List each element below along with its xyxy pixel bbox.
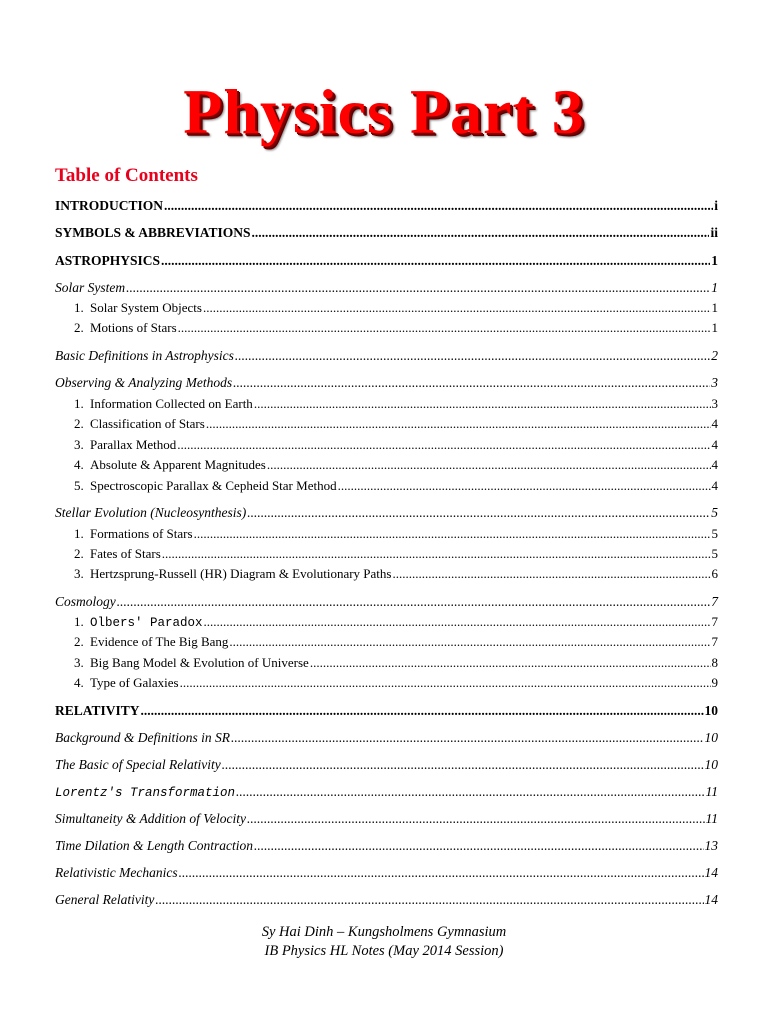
toc-dot-leader [231,730,704,746]
toc-entry-label [55,253,160,269]
toc-entry[interactable] [55,784,718,802]
toc-entry[interactable] [74,300,718,318]
toc-entry-label [74,320,177,336]
toc-entry-number: 4. [74,675,84,690]
toc-entry-text: Spectroscopic Parallax & Cepheid Star Method [90,478,337,493]
toc-dot-leader [178,320,711,336]
toc-entry-page: 4 [711,478,718,493]
toc-dot-leader [235,348,710,364]
toc-entry-page: 7 [711,634,718,649]
toc-entry-number: 1. [74,614,84,629]
toc-entry[interactable] [55,280,718,298]
toc-dot-leader [117,594,711,610]
toc-entry-label [55,838,253,854]
toc-dot-leader [254,838,703,854]
toc-dot-leader [247,505,710,521]
toc-dot-leader [252,225,710,241]
toc-entry-label [74,396,253,412]
toc-entry-page: 7 [711,594,718,609]
toc-entry-text: Information Collected on Earth [90,396,253,411]
toc-entry-text: Motions of Stars [90,320,177,335]
toc-entry-page: 5 [711,526,718,541]
toc-entry-text: Solar System [55,280,126,295]
toc-entry-number: 4. [74,457,84,472]
toc-entry[interactable] [74,457,718,475]
toc-entry[interactable] [55,865,718,883]
toc-entry-page: 13 [704,838,718,853]
toc-dot-leader [141,703,704,719]
toc-entry-text: Big Bang Model & Evolution of Universe [90,655,309,670]
toc-entry-page: 1 [711,280,718,295]
toc-entry-label [55,811,246,827]
toc-entry[interactable] [55,594,718,612]
toc-entry-label [55,757,221,773]
toc-entry-text: The Basic of Special Relativity [55,757,221,772]
toc-entry-page: 10 [704,703,718,718]
toc-entry-page: 1 [711,300,718,315]
toc-entry-page: 4 [711,416,718,431]
toc-dot-leader [233,375,710,391]
toc-entry-label [74,478,337,494]
toc-dot-leader [247,811,705,827]
toc-entry[interactable] [74,526,718,544]
toc-entry-label [55,505,246,521]
toc-dot-leader [204,614,711,630]
toc-entry-page: 4 [711,457,718,472]
toc-entry-number: 1. [74,300,84,315]
toc-entry-text: Classification of Stars [90,416,205,431]
toc-entry[interactable] [74,566,718,584]
toc-entry-text: Cosmology [55,594,116,609]
toc-entry-label [74,526,193,542]
toc-heading: Table of Contents [55,165,198,186]
toc-entry-text: Observing & Analyzing Methods [55,375,233,390]
toc-dot-leader [161,253,710,269]
toc-entry-label [74,416,205,432]
toc-entry-label [74,437,176,453]
toc-entry-page: 5 [711,546,718,561]
toc-dot-leader [222,757,704,773]
toc-entry-page: 11 [705,784,718,799]
toc-entry-number: 1. [74,526,84,541]
toc-entry-label [55,594,116,610]
toc-entry[interactable] [55,730,718,748]
toc-entry-page: i [714,198,718,213]
toc-entry[interactable] [74,546,718,564]
toc-entry-label [74,566,391,582]
toc-dot-leader [206,416,711,432]
toc-entry[interactable] [55,225,718,243]
toc-dot-leader [162,546,711,562]
toc-entry[interactable] [55,811,718,829]
toc-dot-leader [267,457,711,473]
toc-entry[interactable] [55,703,718,721]
toc-entry-number: 2. [74,320,84,335]
toc-entry-page: 1 [711,253,718,268]
toc-entry[interactable] [55,253,718,271]
toc-entry-label [55,703,140,719]
toc-entry[interactable] [55,348,718,366]
toc-entry-text: Time Dilation & Length Contraction [55,838,254,853]
toc-entry-page: 5 [711,505,718,520]
toc-entry[interactable] [55,375,718,393]
toc-entry[interactable] [74,416,718,434]
toc-entry-text: Formations of Stars [90,526,193,541]
toc-entry-text: ASTROPHYSICS [55,253,161,268]
toc-entry-text: INTRODUCTION [55,198,164,213]
toc-dot-leader [194,526,711,542]
toc-entry-label [55,375,232,391]
toc-entry[interactable] [55,757,718,775]
toc-entry-page: 2 [711,348,718,363]
toc-entry-text: Stellar Evolution (Nucleosynthesis) [55,505,247,520]
toc-entry[interactable] [74,655,718,673]
toc-entry-number: 3. [74,566,84,581]
toc-entry-page: 3 [711,396,718,411]
toc-entry-page: 6 [711,566,718,581]
toc-entry[interactable] [55,198,718,216]
toc-entry[interactable] [74,675,718,693]
toc-entry-text: Lorentz's Transformation [55,786,236,800]
toc-entry-label [55,892,154,908]
toc-dot-leader [392,566,710,582]
toc-entry-number: 3. [74,655,84,670]
toc-dot-leader [164,198,713,214]
toc-entry-page: 8 [711,655,718,670]
toc-entry-label [55,348,234,364]
toc-entry-page: 9 [711,675,718,690]
toc-entry-page: 14 [704,865,718,880]
toc-entry[interactable] [74,634,718,652]
toc-dot-leader [179,865,704,881]
toc-dot-leader [229,634,710,650]
toc-dot-leader [180,675,711,691]
toc-entry-text: Basic Definitions in Astrophysics [55,348,234,363]
toc-entry-label [74,634,228,650]
toc-entry-text: RELATIVITY [55,703,140,718]
toc-entry-label [74,457,266,473]
toc-entry-label [74,614,203,630]
toc-entry-text: Simultaneity & Addition of Velocity [55,811,246,826]
toc-entry-text: Background & Definitions in SR [55,730,230,745]
toc-entry-text: Evidence of The Big Bang [90,634,229,649]
toc-entry-page: 10 [704,757,718,772]
toc-entry-text: Parallax Method [90,437,177,452]
toc-entry-number: 2. [74,546,84,561]
document-title: Physics Part 3 [183,76,585,147]
toc-entry-label [74,300,202,316]
toc-entry-text: Absolute & Apparent Magnitudes [90,457,266,472]
toc-entry-label [55,280,125,296]
toc-entry-page: 14 [704,892,718,907]
toc-entry-page: 11 [705,811,718,826]
toc-entry-text: General Relativity [55,892,155,907]
toc-entry-text: Relativistic Mechanics [55,865,178,880]
toc-entry-label [74,655,309,671]
toc-entry-page: ii [710,225,718,240]
toc-dot-leader [203,300,711,316]
footer-course: IB Physics HL Notes (May 2014 Session) [264,943,504,959]
toc-entry-number: 1. [74,396,84,411]
toc-entry-text: SYMBOLS & ABBREVIATIONS [55,225,251,240]
toc-entry-page: 1 [711,320,718,335]
toc-entry[interactable] [74,437,718,455]
toc-entry[interactable] [55,505,718,523]
toc-entry-label [55,865,178,881]
toc-entry-number: 5. [74,478,84,493]
toc-dot-leader [126,280,710,296]
toc-entry-label [74,546,161,562]
toc-entry-text: Hertzsprung-Russell (HR) Diagram & Evolutionary Paths [90,566,392,581]
toc-entry-page: 4 [711,437,718,452]
toc-entry[interactable] [74,478,718,496]
footer-author: Sy Hai Dinh – Kungsholmens Gymnasium [261,924,507,940]
toc-dot-leader [310,655,711,671]
toc-entry[interactable] [55,892,718,910]
toc-entry-text: Solar System Objects [90,300,202,315]
toc-entry[interactable] [74,614,718,632]
toc-entry-label [74,675,179,691]
toc-dot-leader [155,892,703,908]
toc-entry[interactable] [74,320,718,338]
toc-entry-label [55,730,230,746]
toc-entry-text: Olbers' Paradox [90,616,203,630]
toc-entry-page: 10 [704,730,718,745]
toc-dot-leader [177,437,710,453]
toc-entry-number: 2. [74,634,84,649]
toc-entry[interactable] [55,838,718,856]
toc-dot-leader [254,396,711,412]
toc-entry-page: 3 [711,375,718,390]
toc-entry-text: Type of Galaxies [90,675,179,690]
toc-dot-leader [236,784,704,800]
toc-entry-text: Fates of Stars [90,546,161,561]
toc-entry-number: 2. [74,416,84,431]
toc-entry-label [55,784,235,800]
toc-entry-label [55,225,251,241]
toc-entry-page: 7 [711,614,718,629]
toc-entry[interactable] [74,396,718,414]
toc-dot-leader [338,478,711,494]
toc-entry-label [55,198,163,214]
toc-entry-number: 3. [74,437,84,452]
